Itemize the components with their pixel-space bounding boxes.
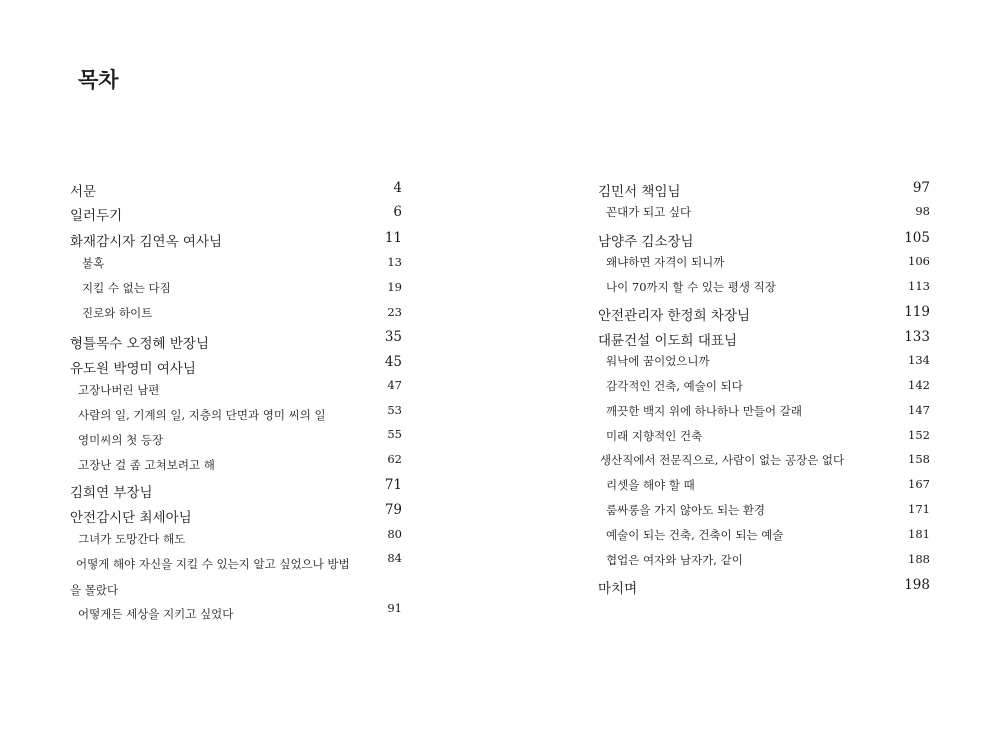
toc-entry-page-number: 53 bbox=[387, 403, 402, 417]
toc-entry-page-number: 71 bbox=[384, 477, 402, 493]
toc-entry-title: 감각적인 건축, 예술이 되다 bbox=[606, 379, 743, 393]
toc-entry-title: 나이 70까지 할 수 있는 평생 직장 bbox=[606, 280, 776, 294]
toc-entry-title: 룸싸롱을 가지 않아도 되는 환경 bbox=[606, 503, 766, 517]
toc-entry bbox=[70, 280, 402, 300]
toc-entry-title: 화재감시자 김연옥 여사님 bbox=[70, 234, 223, 250]
toc-entry-title: 그녀가 도망간다 해도 bbox=[78, 532, 186, 546]
toc-entry-page-number: 80 bbox=[387, 527, 402, 541]
toc-entry-page-number: 19 bbox=[387, 280, 402, 294]
toc-entry bbox=[598, 527, 930, 547]
toc-title: 목차 bbox=[78, 68, 119, 92]
toc-entry-title: 유도원 박영미 여사님 bbox=[70, 361, 196, 377]
toc-entry-page-number: 47 bbox=[387, 378, 402, 392]
toc-entry-title: 어떻게든 세상을 지키고 싶었다 bbox=[78, 607, 234, 621]
toc-entry-title: 김민서 책임님 bbox=[598, 184, 681, 200]
toc-entry bbox=[70, 230, 402, 250]
toc-entry-title: 꼰대가 되고 싶다 bbox=[606, 205, 692, 219]
toc-entry-page-number: 62 bbox=[387, 452, 402, 466]
toc-entry-page-number: 35 bbox=[384, 329, 402, 345]
toc-entry bbox=[598, 452, 930, 472]
toc-entry-page-number: 97 bbox=[912, 180, 930, 196]
toc-entry bbox=[70, 329, 402, 352]
toc-entry bbox=[70, 204, 402, 224]
toc-entry-title: 안전관리자 한정희 차장님 bbox=[598, 308, 751, 324]
toc-entry bbox=[70, 601, 402, 626]
toc-entry bbox=[598, 428, 930, 448]
toc-entry-title: 미래 지향적인 건축 bbox=[606, 429, 703, 443]
toc-entry-title: 생산직에서 전문직으로, 사람이 없는 공장은 없다 bbox=[600, 453, 845, 467]
toc-entry bbox=[70, 378, 402, 402]
toc-entry bbox=[70, 305, 402, 325]
toc-entry bbox=[598, 230, 930, 250]
toc-entry-title: 형틀목수 오정혜 반장님 bbox=[70, 336, 209, 352]
toc-entry-title: 불혹 bbox=[82, 256, 105, 270]
toc-entry bbox=[70, 403, 402, 427]
toc-entry bbox=[70, 527, 402, 551]
toc-entry bbox=[598, 552, 930, 572]
toc-entry-title: 을 몰랐다 bbox=[70, 583, 119, 597]
toc-entry-page-number: 198 bbox=[904, 577, 930, 593]
toc-entry bbox=[598, 502, 930, 522]
toc-entry-page-number: 105 bbox=[904, 230, 930, 246]
toc-entry bbox=[598, 477, 930, 497]
toc-entry bbox=[70, 180, 402, 200]
toc-entry-page-number: 134 bbox=[908, 353, 930, 367]
toc-entry bbox=[598, 378, 930, 398]
toc-entry-title: 리셋을 해야 할 때 bbox=[606, 478, 695, 492]
toc-entry bbox=[598, 204, 930, 224]
toc-entry bbox=[70, 427, 402, 452]
toc-entry-title: 대륜건설 이도희 대표님 bbox=[598, 333, 737, 349]
toc-entry bbox=[598, 279, 930, 299]
toc-entry-title: 지킬 수 없는 다짐 bbox=[82, 281, 171, 295]
toc-entry bbox=[70, 452, 402, 477]
toc-entry bbox=[70, 354, 402, 377]
toc-entry-page-number: 84 bbox=[387, 551, 402, 565]
toc-entry-page-number: 23 bbox=[387, 305, 402, 319]
toc-entry-page-number: 188 bbox=[908, 552, 930, 566]
toc-entry-page-number: 55 bbox=[387, 427, 402, 441]
toc-entry-page-number: 113 bbox=[908, 279, 930, 293]
toc-entry-title: 협업은 여자와 남자가, 같이 bbox=[606, 553, 743, 567]
toc-entry-title: 사람의 일, 기계의 일, 지층의 단면과 영미 씨의 일 bbox=[78, 408, 326, 422]
toc-entry-page-number: 133 bbox=[904, 329, 930, 345]
toc-entry-title: 진로와 하이트 bbox=[82, 306, 153, 320]
toc-entry-title: 고장난 걸 좀 고쳐보려고 해 bbox=[78, 458, 215, 472]
toc-entry-title: 워낙에 꿈이었으니까 bbox=[606, 354, 710, 368]
toc-entry bbox=[598, 254, 930, 274]
toc-entry-page-number: 45 bbox=[384, 354, 402, 370]
toc-entry bbox=[70, 477, 402, 501]
toc-entry-title: 영미씨의 첫 등장 bbox=[78, 433, 164, 447]
toc-entry bbox=[598, 353, 930, 373]
toc-entry-title: 김희연 부장님 bbox=[70, 485, 153, 501]
toc-entry-page-number: 79 bbox=[384, 502, 402, 518]
toc-entry-page-number: 147 bbox=[908, 403, 930, 417]
toc-entry-page-number: 98 bbox=[915, 204, 930, 218]
toc-entry bbox=[598, 180, 930, 200]
toc-entry bbox=[70, 502, 402, 526]
toc-entry-title: 왜냐하면 자격이 되니까 bbox=[606, 255, 725, 269]
toc-left-column bbox=[70, 176, 402, 636]
toc-entry-page-number: 181 bbox=[908, 527, 930, 541]
toc-entry bbox=[70, 582, 402, 602]
toc-entry-title: 일러두기 bbox=[70, 208, 123, 224]
toc-entry-title: 어떻게 해야 자신을 지킬 수 있는지 알고 싶었으나 방법 bbox=[76, 557, 350, 571]
toc-entry bbox=[598, 577, 930, 597]
toc-entry-page-number: 119 bbox=[904, 304, 930, 320]
toc-entry-title: 예술이 되는 건축, 건축이 되는 예술 bbox=[606, 528, 784, 542]
toc-entry bbox=[598, 403, 930, 423]
toc-entry-page-number: 106 bbox=[908, 254, 930, 268]
toc-entry-page-number: 13 bbox=[387, 255, 402, 269]
toc-entry-title: 마치며 bbox=[598, 581, 638, 597]
toc-entry-title: 고장나버린 남편 bbox=[78, 383, 160, 397]
toc-entry-page-number: 142 bbox=[908, 378, 930, 392]
toc-entry-page-number: 4 bbox=[393, 180, 402, 196]
toc-entry bbox=[598, 329, 930, 349]
toc-entry-page-number: 171 bbox=[908, 502, 930, 516]
toc-right-column bbox=[598, 176, 930, 596]
toc-entry-title: 깨끗한 백지 위에 하나하나 만들어 갈래 bbox=[606, 404, 803, 418]
toc-entry bbox=[598, 304, 930, 324]
toc-entry-page-number: 152 bbox=[908, 428, 930, 442]
toc-entry-title: 남양주 김소장님 bbox=[598, 234, 694, 250]
toc-entry-page-number: 11 bbox=[384, 230, 402, 246]
toc-entry-page-number: 167 bbox=[908, 477, 930, 491]
toc-entry-title: 서문 bbox=[70, 184, 97, 200]
toc-entry-page-number: 158 bbox=[908, 452, 930, 466]
toc-entry-title: 안전감시단 최세아님 bbox=[70, 510, 192, 526]
toc-entry-page-number: 91 bbox=[387, 601, 402, 615]
toc-entry bbox=[70, 551, 402, 576]
toc-entry bbox=[70, 255, 402, 275]
toc-entry-page-number: 6 bbox=[393, 204, 402, 220]
